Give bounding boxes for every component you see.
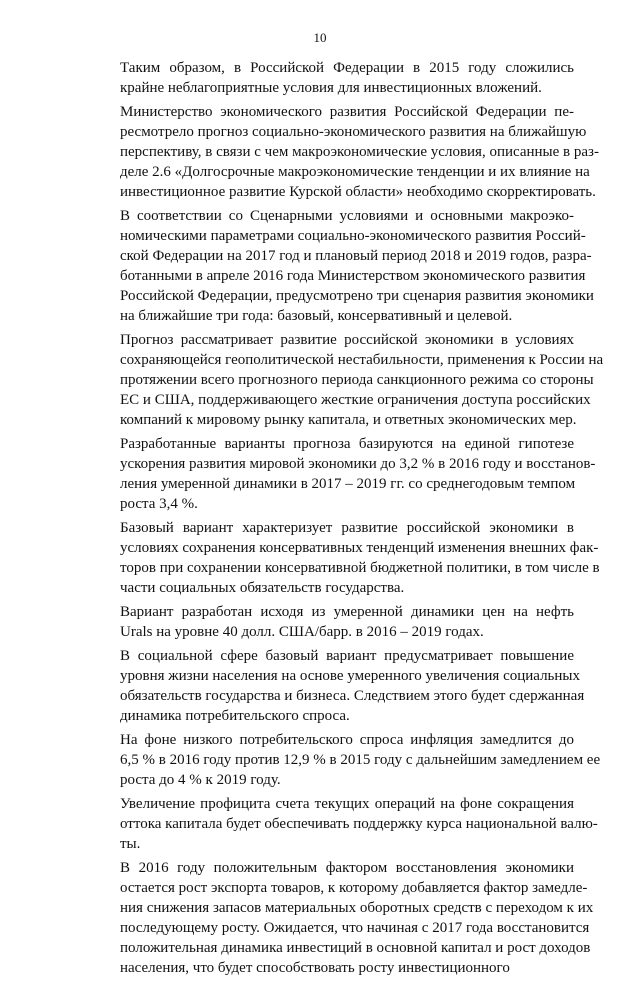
- paragraph: [84, 102, 599, 202]
- text-line: компаний к мировому рынку капитала, и ответных экономических мер.: [120, 412, 577, 428]
- text-line: ботанными в апреле 2016 года Министерством экономического развития: [120, 268, 586, 284]
- text-line: номическими параметрами социально-экономического развития Россий-: [120, 228, 586, 244]
- text-line: оттока капитала будет обеспечивать поддержку курса национальной валю-: [120, 816, 598, 832]
- text-line: ской Федерации на 2017 год и плановый период 2018 и 2019 годов, разра-: [120, 248, 592, 264]
- document-body: [84, 58, 604, 982]
- text-line: ЕС и США, поддерживающего жесткие ограничения доступа российских: [120, 392, 591, 408]
- text-line: Российской Федерации, предусмотрено три сценария развития экономики: [120, 288, 594, 304]
- text-line: В социальной сфере базовый вариант предусматривает повышение: [120, 648, 574, 664]
- text-line: крайне неблагоприятные условия для инвестиционных вложений.: [120, 80, 542, 96]
- text-line: ления умеренной динамики в 2017 – 2019 гг. со среднегодовым темпом: [120, 476, 576, 492]
- text-line: В 2016 году положительным фактором восстановления экономики: [120, 860, 574, 876]
- text-line: В соответствии со Сценарными условиями и основными макроэко-: [120, 208, 574, 224]
- paragraph: [84, 646, 585, 726]
- text-line: На фоне низкого потребительского спроса инфляция замедлится до: [120, 732, 574, 748]
- paragraph: [84, 602, 574, 642]
- paragraph: [84, 518, 600, 598]
- text-line: Прогноз рассматривает развитие российской экономики в условиях: [120, 332, 574, 348]
- paragraph: [84, 206, 594, 326]
- text-line: Вариант разработан исходя из умеренной динамики цен на нефть: [120, 604, 574, 620]
- text-line: ресмотрело прогноз социально-экономического развития на ближайшую: [120, 124, 587, 140]
- text-line: Министерство экономического развития Российской Федерации пе-: [120, 104, 574, 120]
- text-line: торов при сохранении консервативной бюджетной политики, в том числе в: [120, 560, 600, 576]
- text-line: положительная динамика инвестиций в основной капитал и рост доходов: [120, 940, 591, 956]
- text-line: Разработанные варианты прогноза базируются на единой гипотезе: [120, 436, 574, 452]
- text-line: деле 2.6 «Долгосрочные макроэкономические тенденции и их влияние на: [120, 164, 590, 180]
- text-line: части социальных обязательств государства.: [120, 580, 405, 596]
- text-line: обязательств государства и бизнеса. Следствием этого будет сдержанная: [120, 688, 585, 704]
- text-line: ния снижения запасов материальных оборотных средств с переходом к их: [120, 900, 594, 916]
- paragraph: [84, 794, 598, 854]
- text-line: протяжении всего прогнозного периода санкционного режима со стороны: [120, 372, 594, 388]
- text-line: Urals на уровне 40 долл. США/барр. в 2016 – 2019 годах.: [120, 624, 484, 640]
- text-line: Увеличение профицита счета текущих операций на фоне сокращения: [120, 796, 574, 812]
- text-line: инвестиционное развитие Курской области» необходимо скорректировать.: [120, 184, 596, 200]
- paragraph: [84, 434, 596, 514]
- text-line: населения, что будет способствовать росту инвестиционного: [120, 960, 510, 976]
- text-line: Базовый вариант характеризует развитие российской экономики в: [120, 520, 574, 536]
- text-line: ты.: [120, 836, 141, 852]
- paragraph: [84, 730, 601, 790]
- text-line: условиях сохранения консервативных тенденций изменения внешних фак-: [120, 540, 599, 556]
- text-line: сохраняющейся геополитической нестабильности, применения к России на: [120, 352, 604, 368]
- paragraph: [84, 330, 604, 430]
- text-line: динамика потребительского спроса.: [120, 708, 350, 724]
- text-line: последующему росту. Ожидается, что начиная с 2017 года восстановится: [120, 920, 590, 936]
- text-line: Таким образом, в Российской Федерации в 2015 году сложились: [120, 60, 574, 76]
- text-line: роста до 4 % к 2019 году.: [120, 772, 281, 788]
- paragraph: [84, 858, 594, 978]
- text-line: перспективу, в связи с чем макроэкономические условия, описанные в раз-: [120, 144, 599, 160]
- text-line: остается рост экспорта товаров, к которому добавляется фактор замедле-: [120, 880, 588, 896]
- page-number: 10: [313, 30, 327, 45]
- paragraph: [84, 58, 574, 98]
- text-line: роста 3,4 %.: [120, 496, 198, 512]
- text-line: на ближайшие три года: базовый, консервативный и целевой.: [120, 308, 513, 324]
- text-line: ускорения развития мировой экономики до 3,2 % в 2016 году и восстанов-: [120, 456, 596, 472]
- text-line: уровня жизни населения на основе умеренного увеличения социальных: [120, 668, 581, 684]
- text-line: 6,5 % в 2016 году против 12,9 % в 2015 году с дальнейшим замедлением ее: [120, 752, 601, 768]
